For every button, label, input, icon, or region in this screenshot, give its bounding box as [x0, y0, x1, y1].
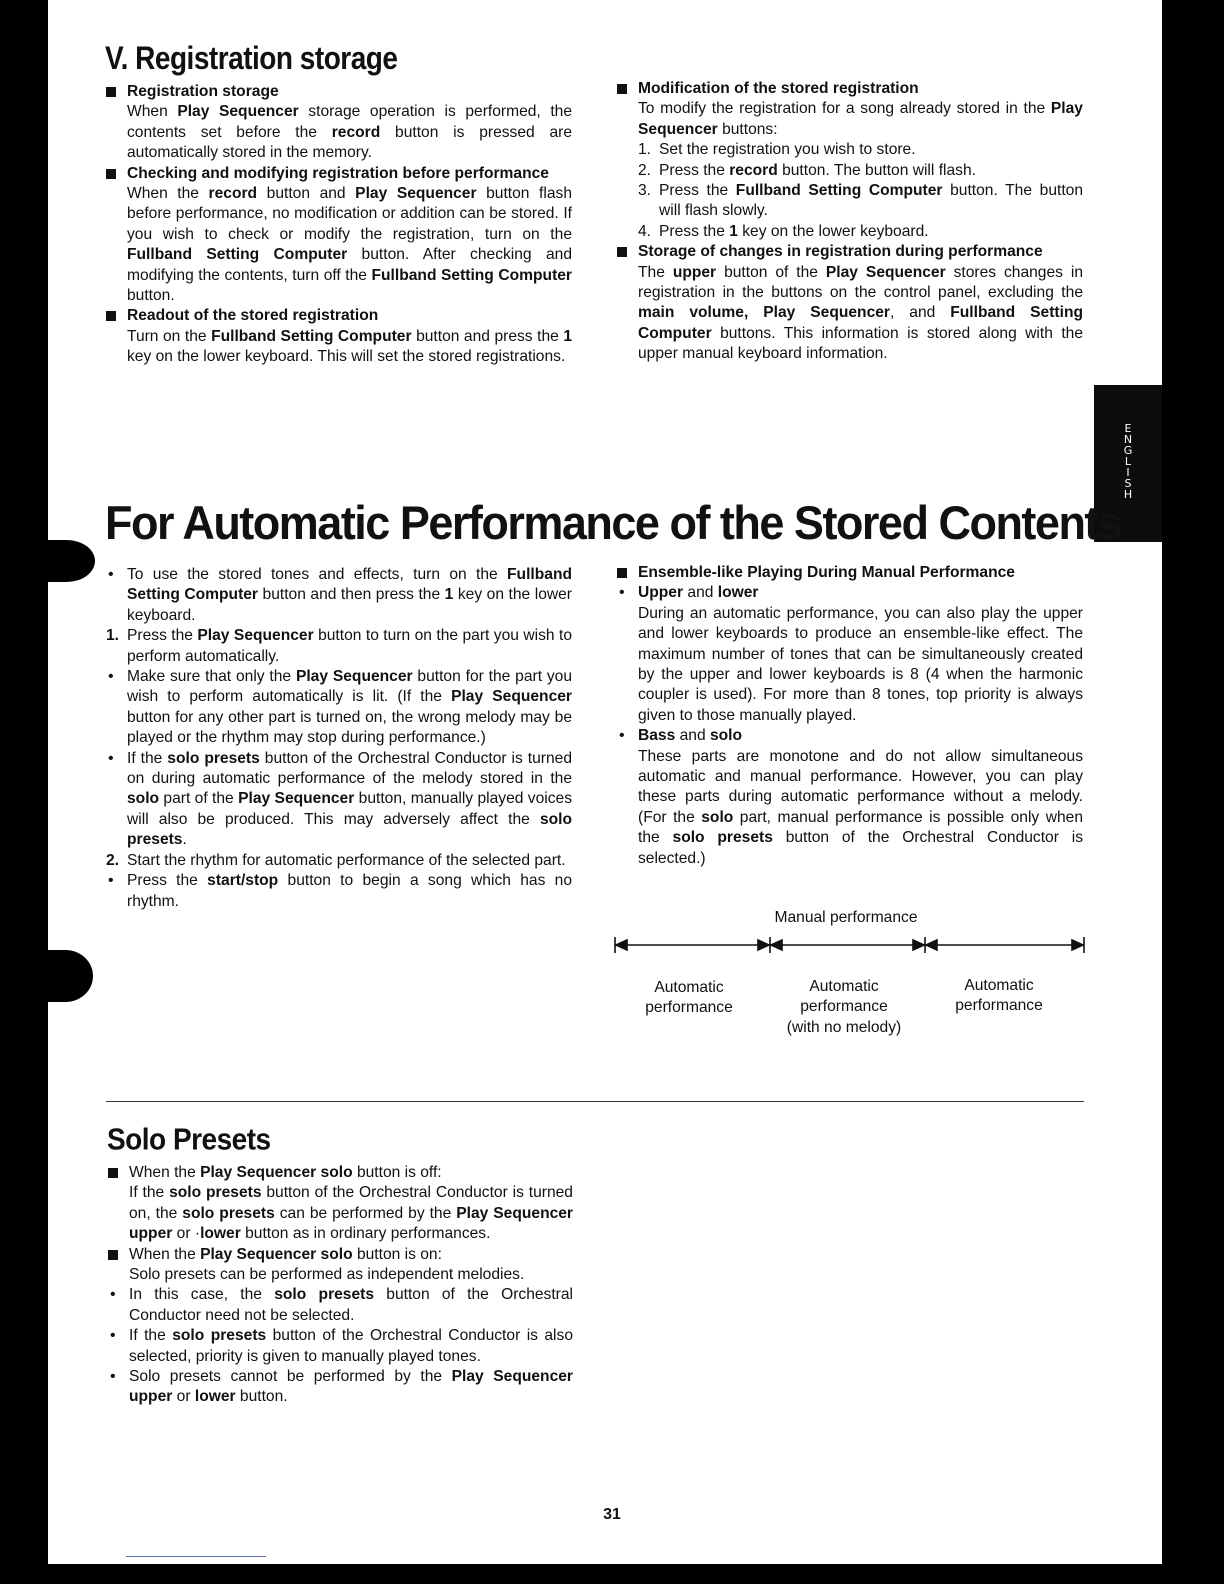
numbered-step: 1. Set the registration you wish to store. — [638, 141, 916, 159]
item-heading: Registration storage — [127, 83, 279, 100]
binding-hole-mark — [38, 540, 95, 582]
timeline-arrows — [612, 932, 1088, 962]
tab-letter: S — [1124, 477, 1132, 490]
solo-presets-column — [108, 1163, 573, 1408]
arrow-head-icon — [1072, 940, 1083, 950]
list-item — [108, 1245, 573, 1286]
item-text: The upper button of the Play Sequencer stores changes in registration in the buttons on the control panel, excluding the main volume, Play Sequencer, and Fullband Setting Computer buttons. This information is stored along with the upper manual keyboard information. — [638, 263, 1084, 363]
automatic-performance-label-2: Automatic performance (with no melody) — [786, 978, 902, 1036]
list-item — [617, 563, 1083, 583]
registration-right-column — [617, 79, 1083, 365]
numbered-step: 2. Press the record button. The button will flash. — [638, 161, 976, 179]
item-text: Turn on the Fullband Setting Computer button and press the 1 key on the lower keyboard. This will set the stored registrations. — [127, 327, 572, 366]
item-text: Solo presets can be performed as independent melodies. — [129, 1266, 525, 1284]
section-divider — [106, 1101, 1084, 1102]
automatic-performance-label-3: Automatic performance — [955, 977, 1043, 1015]
list-item — [617, 242, 1083, 364]
automatic-left-column — [106, 565, 572, 912]
item-text: During an automatic performance, you can also play the upper and lower keyboards to produce an ensemble-like effect. The maximum number of tones that can be simultaneously created by the upper and lower keyboards is 8 (4 when the harmonic coupler is used). For more than 8 tones, top priority is always given to those manually played. — [638, 604, 1083, 724]
list-item: • To use the stored tones and effects, turn on the Fullband Setting Computer button and then press the 1 key on the lower keyboard. — [108, 566, 572, 624]
item-heading: Modification of the stored registration — [638, 80, 919, 97]
dot-bullet-icon: • — [108, 668, 114, 686]
item-text: To modify the registration for a song already stored in the Play Sequencer buttons: — [638, 100, 1083, 138]
arrow-head-icon — [913, 940, 924, 950]
item-heading: Bass and solo — [638, 727, 743, 745]
automatic-performance-label-1: Automatic performance — [645, 979, 733, 1017]
list-item — [617, 726, 1083, 869]
footer-line — [126, 1556, 266, 1557]
binding-hole-mark — [38, 950, 93, 1002]
arrow-head-icon — [616, 940, 627, 950]
list-item: • Solo presets cannot be performed by the Play Sequencer upper or lower button. — [110, 1368, 573, 1406]
dot-bullet-icon: • — [108, 749, 114, 767]
list-item: • In this case, the solo presets button of the Orchestral Conductor need not be selected. — [110, 1286, 573, 1324]
item-heading: When the Play Sequencer solo button is off: — [129, 1164, 442, 1181]
numbered-step: 3. Press the Fullband Setting Computer button. The button will flash slowly. — [638, 182, 1084, 220]
item-heading: Checking and modifying registration before performance — [127, 164, 549, 182]
item-text: If the solo presets button of the Orchestral Conductor is turned on, the solo presets can be performed by the Play Sequencer upper or ·lower button as in ordinary performances. — [129, 1184, 574, 1243]
arrow-head-icon — [771, 940, 782, 950]
dot-bullet-icon: • — [110, 1286, 116, 1304]
square-bullet-icon — [106, 169, 116, 179]
item-heading: Storage of changes in registration during performance — [638, 243, 1043, 261]
list-item: • If the solo presets button of the Orchestral Conductor is also selected, priority is given to manually played tones. — [110, 1327, 573, 1365]
square-bullet-icon — [617, 84, 627, 94]
square-bullet-icon — [108, 1250, 118, 1260]
list-item: • Press the start/stop button to begin a song which has no rhythm. — [108, 872, 573, 910]
dot-bullet-icon: • — [110, 1327, 116, 1345]
square-bullet-icon — [108, 1168, 118, 1178]
square-bullet-icon — [106, 87, 116, 97]
dot-bullet-icon: • — [110, 1368, 116, 1386]
list-item: • If the solo presets button of the Orchestral Conductor is turned on during automatic performance of the melody stored in the solo part of the Play Sequencer button, manually played voices will also be produced. This may adversely affect the solo presets. — [108, 749, 572, 849]
page-frame-bottom — [0, 1564, 1224, 1584]
list-item — [617, 79, 1083, 242]
item-heading: Readout of the stored registration — [127, 307, 379, 325]
item-text: When the record button and Play Sequencer button flash before performance, no modification or addition can be stored. If you wish to check or modify the registration, turn on the Fullband Setting Computer button. After checking and modifying the contents, turn off the Fullband Setting Computer button. — [127, 185, 573, 305]
page-frame-right — [1162, 0, 1224, 1584]
tab-letter: G — [1123, 444, 1133, 457]
list-item: 1. Press the Play Sequencer button to turn on the part you wish to perform automatically. — [106, 627, 572, 665]
list-item — [108, 1163, 573, 1245]
step-number: 2. — [106, 851, 120, 869]
square-bullet-icon — [617, 568, 627, 578]
list-item — [617, 583, 1083, 726]
tab-letter: N — [1123, 433, 1133, 446]
tab-letter: E — [1124, 422, 1132, 435]
tab-letter: L — [1124, 455, 1132, 468]
list-item: • Make sure that only the Play Sequencer button for the part you wish to perform automatically is lit. (If the Play Sequencer button for any other part is turned on, the wrong melody may be played or the rhythm may stop during performance.) — [108, 668, 572, 747]
list-item — [106, 164, 572, 307]
list-item — [106, 306, 572, 367]
item-heading: Ensemble-like Playing During Manual Performance — [638, 564, 1015, 581]
section-title-registration-storage: V. Registration storage — [105, 40, 398, 76]
square-bullet-icon — [106, 311, 116, 321]
arrow-head-icon — [926, 940, 937, 950]
item-heading: Upper and lower — [638, 584, 759, 602]
manual-performance-label: Manual performance — [774, 909, 918, 926]
square-bullet-icon — [617, 247, 627, 257]
list-item — [106, 82, 572, 164]
numbered-step: 4. Press the 1 key on the lower keyboard. — [638, 222, 929, 240]
registration-left-column — [106, 82, 572, 368]
performance-timeline-diagram — [612, 906, 1088, 1046]
list-item: 2. Start the rhythm for automatic performance of the selected part. — [106, 851, 572, 871]
arrow-head-icon — [758, 940, 769, 950]
dot-bullet-icon: • — [619, 727, 625, 745]
step-number: 1. — [106, 627, 120, 645]
item-text: These parts are monotone and do not allow simultaneous automatic and manual performance. However, you can play these parts during automatic performance without a melody. (For the solo part, manual performance is possible only when the solo presets button of the Orchestral Conductor is selected.) — [638, 747, 1083, 867]
item-heading: When the Play Sequencer solo button is on: — [129, 1245, 442, 1263]
section-title-automatic-performance: For Automatic Performance of the Stored Contents — [105, 496, 1122, 550]
page-number: 31 — [603, 1506, 621, 1523]
page-frame-left — [0, 0, 48, 1584]
dot-bullet-icon: • — [619, 584, 625, 602]
dot-bullet-icon: • — [108, 872, 114, 890]
section-title-solo-presets: Solo Presets — [107, 1122, 271, 1157]
automatic-right-column — [617, 563, 1083, 869]
tab-letter: H — [1123, 488, 1133, 501]
item-text: When Play Sequencer storage operation is performed, the contents set before the record button is pressed are automatically stored in the memory. — [127, 103, 573, 162]
tab-letter: I — [1126, 466, 1130, 479]
dot-bullet-icon: • — [108, 566, 114, 583]
